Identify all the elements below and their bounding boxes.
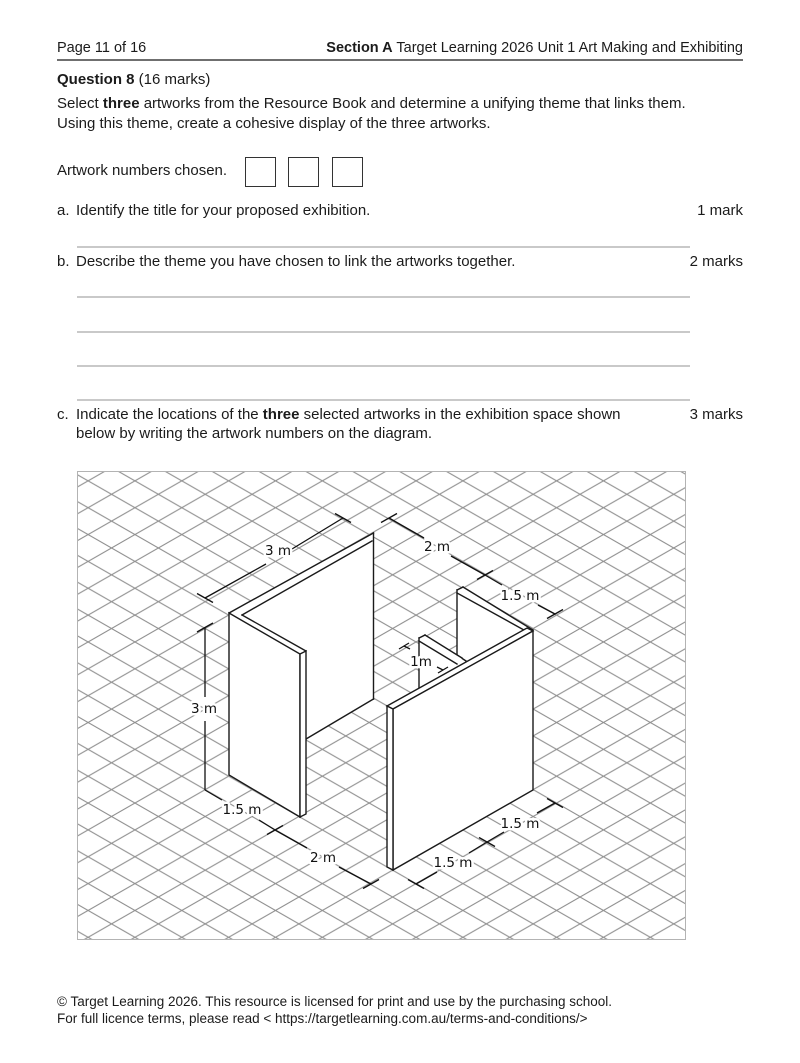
part-c-line-2: below by writing the artwork numbers on the diagram. bbox=[76, 425, 433, 442]
answer-line-b-3[interactable] bbox=[77, 365, 690, 367]
terms-link[interactable]: https://targetlearning.com.au/terms-and-conditions/ bbox=[274, 1011, 580, 1026]
dimension-label-bottom-2m: 2 m bbox=[309, 850, 337, 866]
part-c-letter: c. bbox=[57, 406, 69, 423]
answer-line-a-1[interactable] bbox=[77, 246, 690, 248]
part-c-line-1: Indicate the locations of the three selected artworks in the exhibition space shown bbox=[76, 406, 621, 423]
artwork-number-box-2[interactable] bbox=[288, 157, 319, 187]
part-b-marks: 2 marks bbox=[689, 253, 743, 270]
part-b-letter: b. bbox=[57, 253, 70, 270]
instructions-line-2: Using this theme, create a cohesive display of the three artworks. bbox=[57, 115, 491, 132]
document-header-title bbox=[326, 38, 743, 58]
dimension-label-front-wall-1-5m-a: 1.5 m bbox=[433, 855, 473, 871]
dimension-label-wall-height: 3 m bbox=[190, 701, 218, 717]
copyright-footer bbox=[57, 993, 612, 1027]
emphasis-three: three bbox=[102, 95, 140, 112]
dimension-label-left-panel-1-5m: 1.5 m bbox=[222, 802, 262, 818]
answer-line-b-1[interactable] bbox=[77, 296, 690, 298]
footer-line-2: For full licence terms, please read < https://targetlearning.com.au/terms-and-conditions/> bbox=[57, 1011, 588, 1026]
answer-line-b-2[interactable] bbox=[77, 331, 690, 333]
exhibition-space-diagram[interactable] bbox=[77, 471, 687, 941]
question-heading bbox=[57, 70, 210, 90]
part-c-marks: 3 marks bbox=[689, 406, 743, 423]
part-c-prompt bbox=[76, 405, 621, 443]
instructions-line-1: Select three artworks from the Resource Book and determine a unifying theme that links them. bbox=[57, 95, 686, 112]
part-a-prompt: Identify the title for your proposed exhibition. bbox=[76, 202, 371, 219]
isometric-grid-floor bbox=[78, 472, 686, 940]
dimension-label-divider-1m: 1m bbox=[410, 654, 432, 670]
dimension-label-top-2m: 2 m bbox=[423, 539, 451, 555]
emphasis-three: three bbox=[262, 406, 300, 423]
question-number: Question 8 bbox=[57, 71, 135, 88]
dimension-label-front-wall-1-5m-b: 1.5 m bbox=[500, 816, 540, 832]
artwork-number-box-1[interactable] bbox=[245, 157, 276, 187]
dimension-label-back-wall-length: 3 m bbox=[264, 543, 292, 559]
footer-line-1: © Target Learning 2026. This resource is licensed for print and use by the purchasing school. bbox=[57, 994, 613, 1009]
section-label: Section A bbox=[326, 40, 393, 56]
question-marks: (16 marks) bbox=[134, 71, 211, 88]
dimension-label-top-1-5m: 1.5 m bbox=[500, 588, 540, 604]
document-title: Target Learning 2026 Unit 1 Art Making and Exhibiting bbox=[392, 40, 743, 56]
part-a-marks: 1 mark bbox=[697, 202, 743, 219]
artwork-number-box-3[interactable] bbox=[332, 157, 363, 187]
question-instructions bbox=[57, 94, 686, 134]
answer-line-b-4[interactable] bbox=[77, 399, 690, 401]
header-divider bbox=[57, 59, 743, 61]
part-b-prompt: Describe the theme you have chosen to link the artworks together. bbox=[76, 253, 516, 270]
part-a-letter: a. bbox=[57, 202, 70, 219]
page-number: Page 11 of 16 bbox=[57, 40, 147, 56]
artwork-numbers-label: Artwork numbers chosen. bbox=[57, 162, 228, 179]
